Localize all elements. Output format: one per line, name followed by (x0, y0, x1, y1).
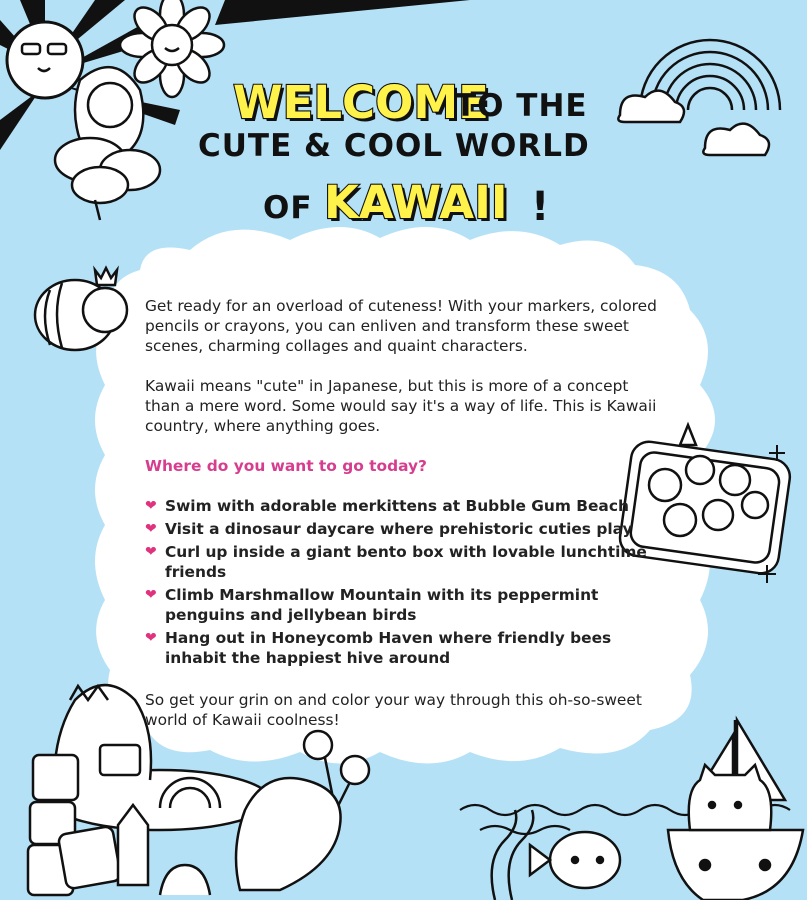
list-item (145, 496, 665, 516)
list-item-text: Curl up inside a giant bento box with lovable lunchtime friends (165, 543, 647, 581)
title-cute-cool-world: CUTE & COOL WORLD (198, 128, 590, 164)
intro-paragraph-1: Get ready for an overload of cuteness! With your markers, colored pencils or crayons, you can enliven and transform these sweet scenes, charming collages and quaint characters. (145, 297, 657, 355)
heart-bullet-icon: ❤ (145, 544, 157, 560)
list-item-text: Hang out in Honeycomb Haven where friendly bees inhabit the happiest hive around (165, 629, 612, 667)
title-exclamation: ! (531, 184, 551, 230)
list-item-text: Climb Marshmallow Mountain with its peppermint penguins and jellybean birds (165, 586, 599, 624)
heart-bullet-icon: ❤ (145, 521, 157, 537)
question-heading: Where do you want to go today? (145, 457, 427, 475)
closing-paragraph: So get your grin on and color your way through this oh-so-sweet world of Kawaii coolness! (145, 691, 642, 729)
intro-paragraph-2: Kawaii means "cute" in Japanese, but this is more of a concept than a mere word. Some would say it's a way of life. This is Kawaii country, where anything goes. (145, 377, 657, 435)
list-item (145, 628, 665, 668)
list-item (145, 542, 665, 582)
heart-bullet-icon: ❤ (145, 587, 157, 603)
title-to-the: TO THE (455, 88, 588, 124)
title-kawaii: KAWAII (324, 176, 508, 229)
heart-bullet-icon: ❤ (145, 630, 157, 646)
content-body (145, 296, 665, 750)
title-welcome: WELCOME (233, 76, 489, 129)
list-item-text: Visit a dinosaur daycare where prehistoric cuties play (165, 520, 633, 538)
fish-icon (530, 832, 620, 888)
heart-bullet-icon: ❤ (145, 498, 157, 514)
list-item-text: Swim with adorable merkittens at Bubble Gum Beach (165, 497, 629, 515)
list-item (145, 585, 665, 625)
page-title (0, 0, 807, 240)
cat-icon (689, 765, 772, 830)
list-item (145, 519, 665, 539)
destination-list (145, 496, 665, 668)
title-of: OF (263, 190, 313, 226)
seaweed-icon (492, 810, 534, 900)
